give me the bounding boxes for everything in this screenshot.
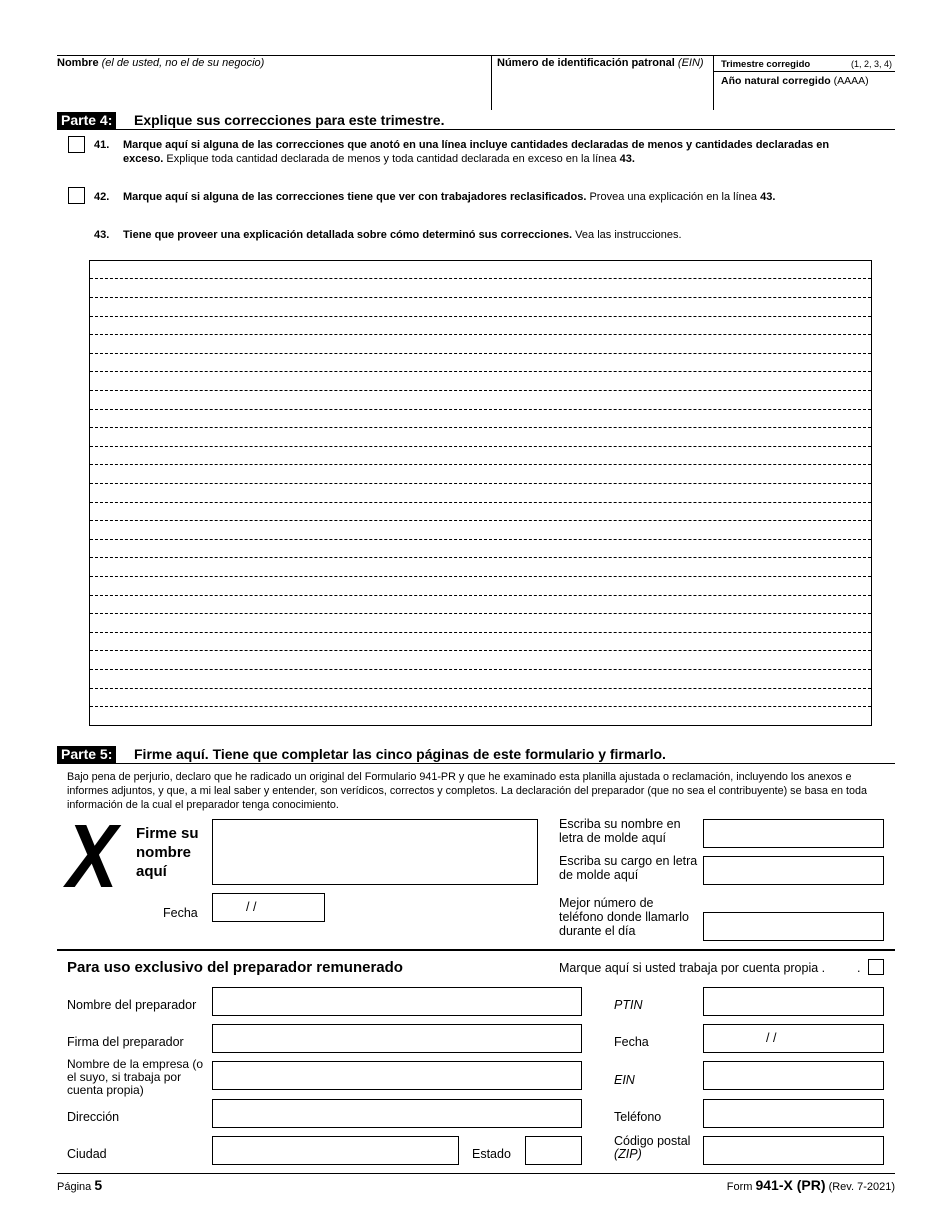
part5-header — [57, 746, 895, 764]
sign-label: Firme su nombre aquí — [136, 825, 199, 880]
part4-tag: Parte 4: — [57, 112, 116, 129]
line43-number: 43. — [94, 229, 110, 241]
state-field[interactable] — [525, 1136, 582, 1165]
line43-text: Tiene que proveer una explicación detallada sobre cómo determinó sus correcciones. Vea las instrucciones. — [123, 229, 682, 241]
self-employed-checkbox[interactable] — [868, 959, 884, 975]
line41-text: Marque aquí si alguna de las correcciones que anotó en una línea incluye cantidades declaradas de menos y cantidades declaradas en exceso. Explique toda cantidad declarada de menos y toda cantidad declarada en exceso en la línea 43. — [123, 139, 830, 165]
preparer-heading: Para uso exclusivo del preparador remunerado — [67, 959, 403, 976]
self-employed-dot: . — [857, 961, 861, 975]
name-label: Nombre (el de usted, no el de su negocio) — [57, 57, 265, 69]
state-label: Estado — [472, 1147, 511, 1161]
line42-number: 42. — [94, 191, 110, 203]
firm-name-field[interactable] — [212, 1061, 582, 1090]
sign-date-field[interactable]: / / — [212, 893, 325, 922]
year-field[interactable] — [715, 90, 893, 108]
ein-field[interactable] — [497, 72, 707, 108]
sign-x-mark: X — [66, 807, 118, 907]
address-label: Dirección — [67, 1110, 120, 1124]
phone-field[interactable] — [703, 912, 884, 941]
preparer-ein-label: EIN — [614, 1073, 635, 1087]
year-label: Año natural corregido (AAAA) — [721, 75, 869, 87]
part4-title: Explique sus correcciones para este trimestre. — [134, 112, 445, 128]
explanation-textarea[interactable] — [89, 260, 872, 726]
self-employed-label: Marque aquí si usted trabaja por cuenta propia . — [559, 961, 826, 975]
city-label: Ciudad — [67, 1147, 107, 1161]
print-name-label: Escriba su nombre en letra de molde aquí — [559, 817, 681, 845]
ein-label: Número de identificación patronal (EIN) — [497, 57, 704, 69]
ptin-field[interactable] — [703, 987, 884, 1016]
title-label: Escriba su cargo en letra de molde aquí — [559, 854, 698, 882]
page-number: Página 5 — [57, 1177, 103, 1193]
city-field[interactable] — [212, 1136, 459, 1165]
preparer-signature-field[interactable] — [212, 1024, 582, 1053]
preparer-name-field[interactable] — [212, 987, 582, 1016]
print-name-field[interactable] — [703, 819, 884, 848]
title-field[interactable] — [703, 856, 884, 885]
quarter-label: Trimestre corregido — [721, 59, 811, 70]
preparer-phone-label: Teléfono — [614, 1110, 662, 1124]
preparer-date-field[interactable]: / / — [703, 1024, 884, 1053]
firm-name-label: Nombre de la empresa (o el suyo, si trabaja por cuenta propia) — [67, 1057, 204, 1097]
preparer-phone-field[interactable] — [703, 1099, 884, 1128]
preparer-signature-label: Firma del preparador — [67, 1035, 184, 1049]
preparer-name-label: Nombre del preparador — [67, 998, 197, 1012]
line42-checkbox[interactable] — [68, 187, 85, 204]
line41-checkbox[interactable] — [68, 136, 85, 153]
address-field[interactable] — [212, 1099, 582, 1128]
preparer-ein-field[interactable] — [703, 1061, 884, 1090]
zip-field[interactable] — [703, 1136, 884, 1165]
sign-date-label: Fecha — [163, 906, 198, 920]
part4-header — [57, 112, 895, 130]
line41-number: 41. — [94, 139, 110, 151]
part5-tag: Parte 5: — [57, 746, 116, 763]
name-field[interactable] — [57, 72, 487, 108]
ptin-label: PTIN — [614, 998, 643, 1012]
zip-label: Código postal (ZIP) — [614, 1134, 691, 1161]
preparer-date-label: Fecha — [614, 1035, 649, 1049]
form-id: Form 941-X (PR) (Rev. 7-2021) — [726, 1177, 895, 1193]
line42-text: Marque aquí si alguna de las correcciones tiene que ver con trabajadores reclasificados. Provea una explicación en la línea 43. — [123, 191, 776, 203]
part5-title: Firme aquí. Tiene que completar las cinco páginas de este formulario y firmarlo. — [134, 746, 666, 762]
phone-label: Mejor número de teléfono donde llamarlo durante el día — [559, 896, 689, 938]
declaration-text: Bajo pena de perjurio, declaro que he radicado un original del Formulario 941-PR y que he examinado esta planilla ajustada o reclamación, incluyendo los anexos e informes adjuntos, y que, a mi leal saber y entender, son verídicos, correctos y completos. La declaración del preparador (que no sea el contribuyente) se basa en toda información de la cual el preparador tenga conocimiento. — [67, 771, 868, 811]
quarter-hint: (1, 2, 3, 4) — [851, 59, 893, 69]
signature-field[interactable] — [212, 819, 538, 885]
